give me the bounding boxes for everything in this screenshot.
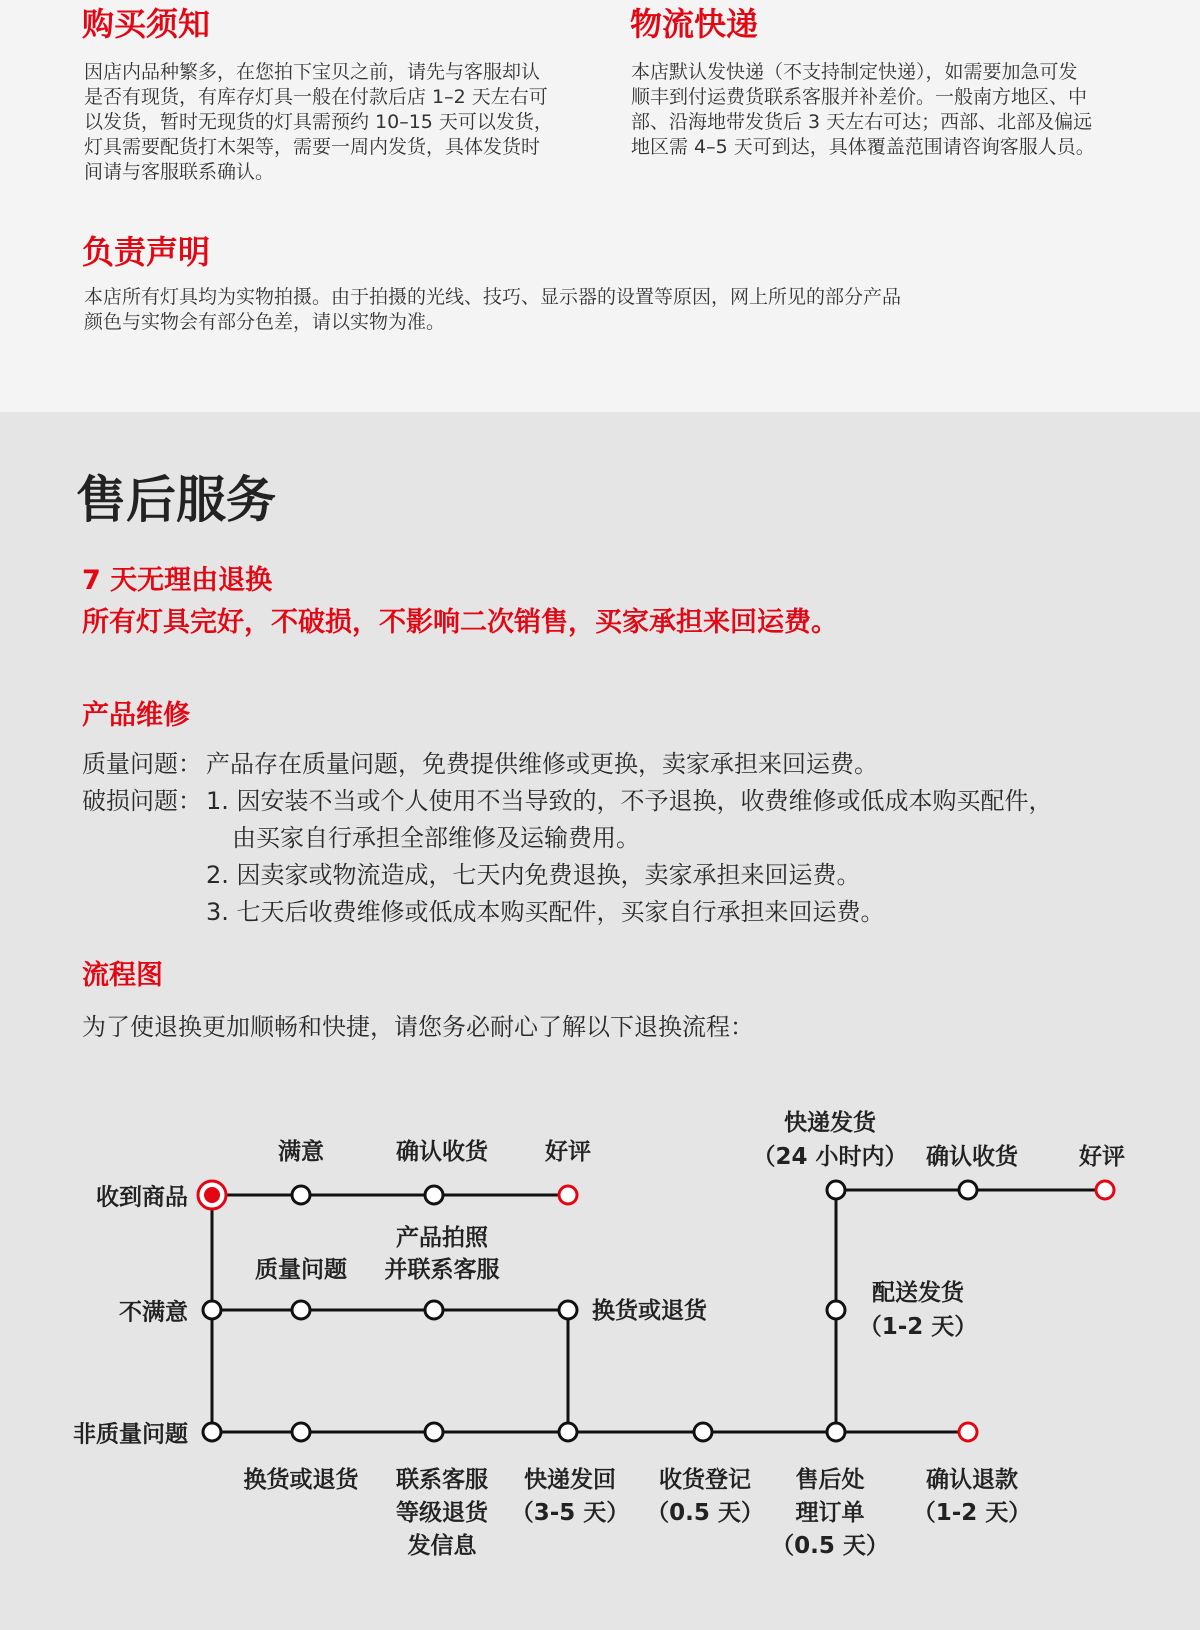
label-quality-issue: 质量问题 bbox=[255, 1257, 347, 1283]
node-photo-contact bbox=[425, 1301, 443, 1319]
node-refund bbox=[959, 1423, 977, 1441]
label-contact-2: 等级退货 bbox=[396, 1500, 488, 1526]
label-satisfied: 满意 bbox=[278, 1139, 324, 1165]
node-non-quality bbox=[203, 1423, 221, 1441]
label-return-1: 快递发回 bbox=[524, 1467, 616, 1493]
purchase-line: 因店内品种繁多，在您拍下宝贝之前，请先与客服却认 bbox=[84, 61, 541, 83]
label-register-1: 收货登记 bbox=[659, 1467, 751, 1493]
damage-item: 1. 因安装不当或个人使用不当导致的，不予退换，收费维修或低成本购买配件， bbox=[206, 787, 1053, 815]
label-process-3: （0.5 天） bbox=[771, 1533, 889, 1559]
label-refund-2: （1-2 天） bbox=[912, 1500, 1032, 1526]
repair-title: 产品维修 bbox=[82, 700, 190, 731]
node-contact-service bbox=[425, 1423, 443, 1441]
after-sales-title: 售后服务 bbox=[76, 471, 276, 529]
label-ship-2: （24 小时内） bbox=[752, 1144, 908, 1170]
flowchart-intro: 为了使退换更加顺畅和快捷，请您务必耐心了解以下退换流程： bbox=[82, 1013, 754, 1041]
label-process-1: 售后处 bbox=[795, 1467, 865, 1493]
label-deliver-2: （1-2 天） bbox=[858, 1314, 978, 1340]
node-unsatisfied bbox=[203, 1301, 221, 1319]
label-return-2: （3-5 天） bbox=[510, 1500, 630, 1526]
node-right-confirm bbox=[959, 1181, 977, 1199]
label-ship-1: 快递发货 bbox=[784, 1110, 876, 1136]
label-non-quality: 非质量问题 bbox=[73, 1421, 188, 1448]
node-deliver bbox=[827, 1301, 845, 1319]
node-good-review bbox=[559, 1186, 577, 1204]
logistics-line: 部、沿海地带发货后 3 天左右可达；西部、北部及偏远 bbox=[631, 111, 1093, 133]
label-confirm-receipt: 确认收货 bbox=[396, 1139, 488, 1165]
label-contact-1: 联系客服 bbox=[396, 1467, 488, 1493]
return-policy-text: 所有灯具完好，不破损，不影响二次销售，买家承担来回运费。 bbox=[82, 607, 838, 638]
flow-labels bbox=[73, 1109, 1125, 1559]
damage-label: 破损问题： bbox=[82, 787, 202, 815]
logistics-title: 物流快递 bbox=[630, 5, 759, 43]
purchase-line: 以发货，暂时无现货的灯具需预约 10–15 天可以发货， bbox=[84, 111, 553, 133]
label-unsatisfied: 不满意 bbox=[119, 1299, 188, 1326]
quality-label: 质量问题： bbox=[82, 750, 202, 778]
purchase-notice-title: 购买须知 bbox=[82, 5, 211, 43]
logistics-line: 顺丰到付运费货联系客服并补差价。一般南方地区、中 bbox=[631, 86, 1088, 108]
logistics-line: 地区需 4–5 天可到达，具体覆盖范围请咨询客服人员。 bbox=[631, 136, 1095, 158]
node-register bbox=[694, 1423, 712, 1441]
node-bottom-exchange bbox=[292, 1423, 310, 1441]
label-contact-3: 发信息 bbox=[407, 1533, 477, 1559]
logistics-line: 本店默认发快递（不支持制定快递），如需要加急可发 bbox=[631, 61, 1078, 83]
node-right-good-review bbox=[1096, 1181, 1114, 1199]
disclaimer-title: 负责声明 bbox=[82, 233, 211, 271]
label-bottom-exchange: 换货或退货 bbox=[243, 1467, 359, 1493]
label-received: 收到商品 bbox=[96, 1184, 188, 1211]
node-exchange-return bbox=[559, 1301, 577, 1319]
flowchart-title: 流程图 bbox=[82, 960, 163, 991]
node-quality-issue bbox=[292, 1301, 310, 1319]
label-good-review: 好评 bbox=[545, 1139, 591, 1165]
label-photo-1: 产品拍照 bbox=[396, 1225, 488, 1251]
node-confirm-receipt bbox=[425, 1186, 443, 1204]
label-exchange-return: 换货或退货 bbox=[592, 1298, 707, 1324]
start-node-dot bbox=[204, 1187, 220, 1203]
label-register-2: （0.5 天） bbox=[646, 1500, 764, 1526]
purchase-line: 是否有现货，有库存灯具一般在付款后店 1–2 天左右可 bbox=[84, 86, 548, 108]
label-right-confirm: 确认收货 bbox=[926, 1144, 1018, 1170]
quality-text: 产品存在质量问题，免费提供维修或更换，卖家承担来回运费。 bbox=[206, 750, 878, 778]
return-policy-title: 7 天无理由退换 bbox=[82, 565, 273, 596]
label-refund-1: 确认退款 bbox=[926, 1467, 1018, 1493]
damage-item: 2. 因卖家或物流造成，七天内免费退换，卖家承担来回运费。 bbox=[206, 861, 861, 889]
damage-item: 3. 七天后收费维修或低成本购买配件，买家自行承担来回运费。 bbox=[206, 898, 885, 926]
label-photo-2: 并联系客服 bbox=[384, 1257, 500, 1283]
disclaimer-line: 颜色与实物会有部分色差，请以实物为准。 bbox=[84, 311, 446, 333]
purchase-line: 灯具需要配货打木架等，需要一周内发货，具体发货时 bbox=[84, 136, 541, 158]
label-deliver-1: 配送发货 bbox=[872, 1280, 964, 1306]
label-process-2: 理订单 bbox=[795, 1500, 865, 1526]
damage-item: 由买家自行承担全部维修及运输费用。 bbox=[232, 824, 640, 852]
node-process-order bbox=[827, 1423, 845, 1441]
purchase-line: 间请与客服联系确认。 bbox=[84, 161, 275, 183]
node-express-ship bbox=[827, 1181, 845, 1199]
node-ship-back bbox=[559, 1423, 577, 1441]
node-satisfied bbox=[292, 1186, 310, 1204]
disclaimer-line: 本店所有灯具均为实物拍摄。由于拍摄的光线、技巧、显示器的设置等原因，网上所见的部分产品 bbox=[84, 286, 902, 308]
label-right-good-review: 好评 bbox=[1079, 1144, 1125, 1170]
